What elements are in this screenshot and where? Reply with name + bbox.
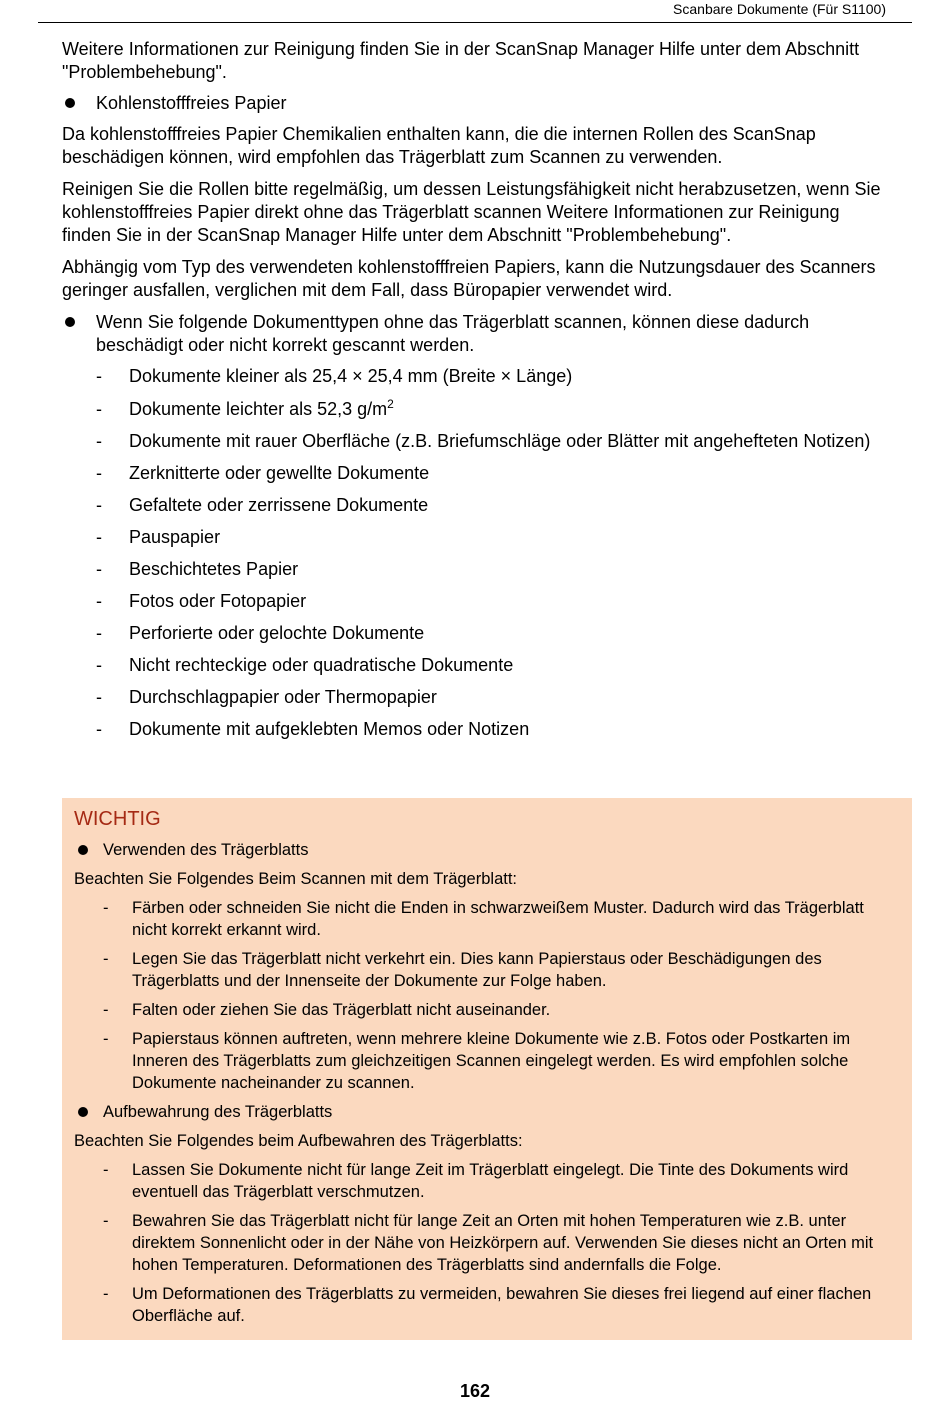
dash-marker: - [96,655,102,675]
bullet-dot-icon [65,98,75,108]
carrier-usage-bullet [74,839,900,861]
list-item-text: Durchschlagpapier oder Thermopapier [129,687,437,707]
list-item [103,948,900,992]
list-item-text: Dokumente kleiner als 25,4 × 25,4 mm (Breite × Länge) [129,366,573,386]
list-item-text: Färben oder schneiden Sie nicht die Enden in schwarzweißem Muster. Dadurch wird das Trägerblatt nicht korrekt erkannt wird. [132,899,864,939]
list-item [96,462,892,485]
dash-marker: - [96,366,102,386]
dash-marker: - [96,399,102,419]
carrier-storage-intro: Beachten Sie Folgendes beim Aufbewahren des Trägerblatts: [74,1132,523,1150]
carrier-usage-intro: Beachten Sie Folgendes Beim Scannen mit dem Trägerblatt: [74,870,517,888]
important-body [74,839,900,1327]
list-item-text: Nicht rechteckige oder quadratische Dokumente [129,655,514,675]
carrier-storage-title: Aufbewahrung des Trägerblatts [103,1103,333,1121]
list-item [103,897,900,941]
list-item-text: Falten oder ziehen Sie das Trägerblatt nicht auseinander. [132,1001,551,1019]
carbonless-paper-bullet [62,92,892,115]
intro-paragraph: Weitere Informationen zur Reinigung finden Sie in der ScanSnap Manager Hilfe unter dem Abschnitt "Problembehebung". [62,39,860,82]
list-item [103,1159,900,1203]
page-header-title: Scanbare Dokumente (Für S1100) [673,1,886,17]
list-item-text: Gefaltete oder zerrissene Dokumente [129,495,429,515]
dash-marker: - [103,1001,109,1019]
list-item-text: Papierstaus können auftreten, wenn mehrere kleine Dokumente wie z.B. Fotos oder Postkarten im Inneren des Trägerblatts zum gleichzeitigen Scannen eingelegt werden. Es wird empfohlen solche Dokumente nacheinander zu scannen. [132,1030,851,1092]
dash-marker: - [96,559,102,579]
list-item-text: Perforierte oder gelochte Dokumente [129,623,425,643]
document-type-list [62,365,892,741]
dash-marker: - [103,899,109,917]
carbonless-paragraph: Reinigen Sie die Rollen bitte regelmäßig, um dessen Leistungsfähigkeit nicht herabzusetzen, wenn Sie kohlenstofffreies Papier direkt ohne das Trägerblatt scannen Weitere Informationen zur Reinigung finden Sie in der ScanSnap Manager Hilfe unter dem Abschnitt "Problembehebung". [62,179,881,245]
list-item [103,999,900,1021]
list-item [103,1028,900,1094]
without-carrier-title: Wenn Sie folgende Dokumenttypen ohne das Trägerblatt scannen, können diese dadurch beschädigt oder nicht korrekt gescannt werden. [96,312,810,355]
list-item-text: Um Deformationen des Trägerblatts zu vermeiden, bewahren Sie dieses frei liegend auf einer flachen Oberfläche auf. [132,1285,872,1325]
dash-marker: - [96,463,102,483]
list-item [96,365,892,388]
dash-marker: - [96,591,102,611]
important-title: WICHTIG [74,808,161,830]
carbonless-paper-title: Kohlenstofffreies Papier [96,93,287,113]
dash-marker: - [96,623,102,643]
dash-marker: - [103,1212,109,1230]
list-item [96,494,892,517]
list-item [96,590,892,613]
list-item [96,558,892,581]
list-item-text: Bewahren Sie das Trägerblatt nicht für lange Zeit an Orten mit hohen Temperaturen wie z.B. unter direktem Sonnenlicht oder in der Nähe von Heizkörpern auf. Verwenden Sie dieses nicht an Orten mit hohen Temperaturen. Deformationen des Trägerblatts sind andernfalls die Folge. [132,1212,874,1274]
list-item-text: Zerknitterte oder gewellte Dokumente [129,463,430,483]
dash-marker: - [103,950,109,968]
dash-marker: - [96,431,102,451]
list-item-text: Fotos oder Fotopapier [129,591,307,611]
list-item-text: Lassen Sie Dokumente nicht für lange Zeit im Trägerblatt eingelegt. Die Tinte des Dokuments wird eventuell das Trägerblatt verschmutzen. [132,1161,849,1201]
list-item [96,686,892,709]
list-item-text: Beschichtetes Papier [129,559,299,579]
list-item [96,622,892,645]
dash-marker: - [103,1285,109,1303]
dash-marker: - [103,1030,109,1048]
list-item [96,718,892,741]
list-item [103,1283,900,1327]
carbonless-paragraph: Da kohlenstofffreies Papier Chemikalien enthalten kann, die die internen Rollen des ScanSnap beschädigen können, wird empfohlen das Trägerblatt zum Scannen zu verwenden. [62,124,816,167]
list-item [103,1210,900,1276]
carbonless-paragraph: Abhängig vom Typ des verwendeten kohlenstofffreien Papiers, kann die Nutzungsdauer des Scanners geringer ausfallen, verglichen mit dem Fall, dass Büropapier verwendet wird. [62,257,876,300]
list-item-text: Dokumente leichter als 52,3 g/m [129,399,388,419]
carrier-storage-bullet [74,1101,900,1123]
important-notice-box [62,798,912,1340]
list-item-text: Pauspapier [129,527,221,547]
superscript-exponent: 2 [387,397,394,411]
dash-marker: - [96,687,102,707]
list-item-text: Dokumente mit rauer Oberfläche (z.B. Briefumschläge oder Blätter mit angehefteten Notizen) [129,431,871,451]
list-item [96,430,892,453]
page-number: 162 [459,1381,491,1401]
list-item [96,654,892,677]
bullet-dot-icon [65,317,75,327]
header-divider [38,22,912,23]
bullet-dot-icon [78,1107,88,1117]
carrier-usage-title: Verwenden des Trägerblatts [103,841,309,859]
dash-marker: - [103,1161,109,1179]
list-item-text: Legen Sie das Trägerblatt nicht verkehrt ein. Dies kann Papierstaus oder Beschädigungen des Trägerblatts und der Innenseite der Dokumente zur Folge haben. [132,950,822,990]
list-item [96,526,892,549]
bullet-dot-icon [78,845,88,855]
list-item [96,398,892,421]
dash-marker: - [96,527,102,547]
dash-marker: - [96,495,102,515]
list-item-text: Dokumente mit aufgeklebten Memos oder Notizen [129,719,530,739]
dash-marker: - [96,719,102,739]
without-carrier-bullet [62,311,892,357]
main-content [62,38,892,741]
